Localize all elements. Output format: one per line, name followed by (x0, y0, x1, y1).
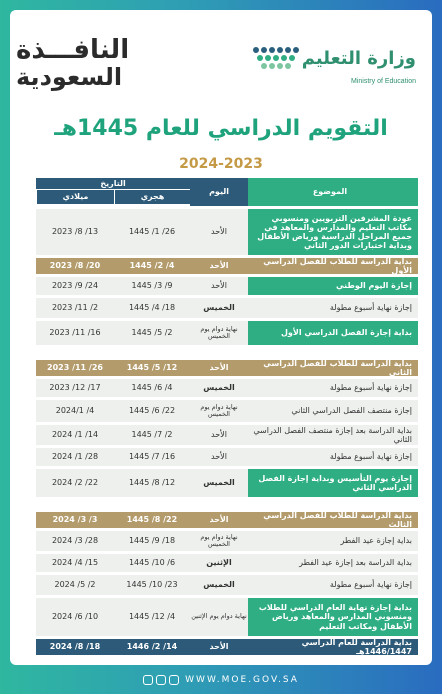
table-row (36, 425, 418, 445)
header-dates (36, 178, 190, 206)
row-hijri-date: 1445 /10 /23 (114, 575, 190, 595)
row-topic: إجازة نهاية أسبوع مطولة (248, 448, 418, 466)
row-topic: عودة المشرفين التربويين ومنسوبي مكاتب التعليم والمدارس والمعاهد في جميع المراحل الدراسية ورياض الأطفال وبداية اختبارات الدور الثاني (248, 209, 418, 255)
row-topic: بداية الدراسة بعد إجازة عيد الفطر (248, 554, 418, 572)
row-gregorian-date: 2024/1 /4 (36, 400, 114, 422)
row-gregorian-date: 2024 /1 /14 (36, 425, 114, 445)
academic-years: 2024-2023 (179, 156, 263, 172)
table-row (36, 400, 418, 422)
row-hijri-date: 1445 /12 /4 (114, 598, 190, 636)
row-hijri-date: 1445 /7 /2 (114, 425, 190, 445)
row-topic: إجازة اليوم الوطني (248, 277, 418, 295)
table-row (36, 379, 418, 397)
header-day: اليوم (190, 178, 248, 206)
logo-line-1: النافـــذة (16, 35, 130, 65)
row-hijri-date: 1445 /4 /18 (114, 298, 190, 318)
row-gregorian-date: 2024 /5 /2 (36, 575, 114, 595)
table-row (36, 512, 418, 528)
row-day: الأحد (190, 448, 248, 466)
table-row (36, 598, 418, 636)
row-hijri-date: 1445 /8 /22 (114, 512, 190, 528)
page-title: التقويم الدراسي للعام 1445هـ (54, 116, 388, 141)
row-topic: إجازة منتصف الفصل الدراسي الثاني (248, 400, 418, 422)
saudi-window-logo (16, 36, 136, 96)
footer-url[interactable]: WWW.MOE.GOV.SA (185, 675, 299, 685)
row-gregorian-date: 2023 /11 /16 (36, 321, 114, 345)
table-row (36, 209, 418, 255)
row-hijri-date: 1445 /7 /16 (114, 448, 190, 466)
row-day: الأحد (190, 258, 248, 274)
row-hijri-date: 1445 /1 /26 (114, 209, 190, 255)
row-hijri-date: 1445 /5 /2 (114, 321, 190, 345)
row-topic: بداية إجازة عيد الفطر (248, 531, 418, 551)
table-row (36, 639, 418, 655)
row-hijri-date: 1445 /10 /6 (114, 554, 190, 572)
row-gregorian-date: 2024 /8 /18 (36, 639, 114, 655)
social-icons (143, 675, 179, 685)
row-day: الأحد (190, 209, 248, 255)
table-row (36, 469, 418, 497)
table-row (36, 554, 418, 572)
row-topic: بداية الدراسة للطلاب للفصل الدراسي الأول (248, 258, 418, 274)
row-topic: إجازة نهاية أسبوع مطولة (248, 575, 418, 595)
header-date: التاريخ (36, 178, 190, 190)
row-gregorian-date: 2023 /11 /2 (36, 298, 114, 318)
row-day: الخميس (190, 469, 248, 497)
moe-logo (232, 40, 422, 100)
row-topic: إجازة يوم التأسيس وبداية إجازة الفصل الدراسي الثاني (248, 469, 418, 497)
row-topic: بداية الدراسة بعد إجازة منتصف الفصل الدراسي الثاني (248, 425, 418, 445)
moe-arabic-name: وزارة التعليم (301, 48, 416, 69)
row-day: الأحد (190, 512, 248, 528)
row-topic: بداية إجازة الفصل الدراسي الأول (248, 321, 418, 345)
row-day: نهاية دوام يوم الإثنين (190, 598, 248, 636)
row-day: الخميس (190, 379, 248, 397)
row-gregorian-date: 2024 /1 /28 (36, 448, 114, 466)
moe-english-name: Ministry of Education (351, 78, 416, 85)
row-day: الأحد (190, 639, 248, 655)
table-row (36, 298, 418, 318)
calendar-table (36, 178, 418, 658)
row-day: نهاية دوام يوم الخميس (190, 531, 248, 551)
row-topic: بداية إجازة نهاية العام الدراسي للطلاب ومنسوبي المدارس والمعاهد ورياض الأطفال ومكاتب التعليم (248, 598, 418, 636)
row-day: الأحد (190, 277, 248, 295)
row-gregorian-date: 2023 /12 /17 (36, 379, 114, 397)
row-hijri-date: 1445 /6 /4 (114, 379, 190, 397)
row-topic: بداية الدراسة للعام الدراسي 1446/1447هـ (248, 639, 418, 655)
row-gregorian-date: 2024 /3 /3 (36, 512, 114, 528)
row-hijri-date: 1445 /6 /22 (114, 400, 190, 422)
row-day: الأحد (190, 425, 248, 445)
row-gregorian-date: 2024 /4 /15 (36, 554, 114, 572)
row-gregorian-date: 2024 /2 /22 (36, 469, 114, 497)
header-topic: الموضوع (248, 178, 418, 206)
table-row (36, 448, 418, 466)
row-day: نهاية دوام يوم الخميس (190, 400, 248, 422)
row-day: الأحد (190, 360, 248, 376)
table-row (36, 321, 418, 345)
row-gregorian-date: 2024 /6 /10 (36, 598, 114, 636)
table-row (36, 258, 418, 274)
row-topic: إجازة نهاية أسبوع مطولة (248, 298, 418, 318)
row-topic: بداية الدراسة للطلاب للفصل الدراسي الثالث (248, 512, 418, 528)
logo-line-2: السعودية (16, 63, 123, 91)
row-gregorian-date: 2023 /11 /26 (36, 360, 114, 376)
table-row (36, 277, 418, 295)
row-hijri-date: 1445 /8 /12 (114, 469, 190, 497)
row-gregorian-date: 2023 /9 /24 (36, 277, 114, 295)
header-gregorian: ميلادي (36, 190, 114, 204)
header-hijri: هجري (114, 190, 190, 204)
table-header (36, 178, 418, 206)
table-row (36, 531, 418, 551)
row-gregorian-date: 2024 /3 /28 (36, 531, 114, 551)
row-gregorian-date: 2023 /8 /13 (36, 209, 114, 255)
row-hijri-date: 1446 /2 /14 (114, 639, 190, 655)
row-hijri-date: 1445 /9 /18 (114, 531, 190, 551)
row-gregorian-date: 2023 /8 /20 (36, 258, 114, 274)
row-topic: بداية الدراسة للطلاب للفصل الدراسي الثاني (248, 360, 418, 376)
table-row (36, 360, 418, 376)
row-hijri-date: 1445 /3 /9 (114, 277, 190, 295)
row-day: نهاية دوام يوم الخميس (190, 321, 248, 345)
row-day: الإثنين (190, 554, 248, 572)
row-day: الخميس (190, 575, 248, 595)
calendar-card (10, 10, 432, 665)
row-day: الخميس (190, 298, 248, 318)
table-row (36, 575, 418, 595)
row-hijri-date: 1445 /5 /12 (114, 360, 190, 376)
footer (0, 666, 442, 694)
row-hijri-date: 1445 /2 /4 (114, 258, 190, 274)
row-topic: إجازة نهاية أسبوع مطولة (248, 379, 418, 397)
